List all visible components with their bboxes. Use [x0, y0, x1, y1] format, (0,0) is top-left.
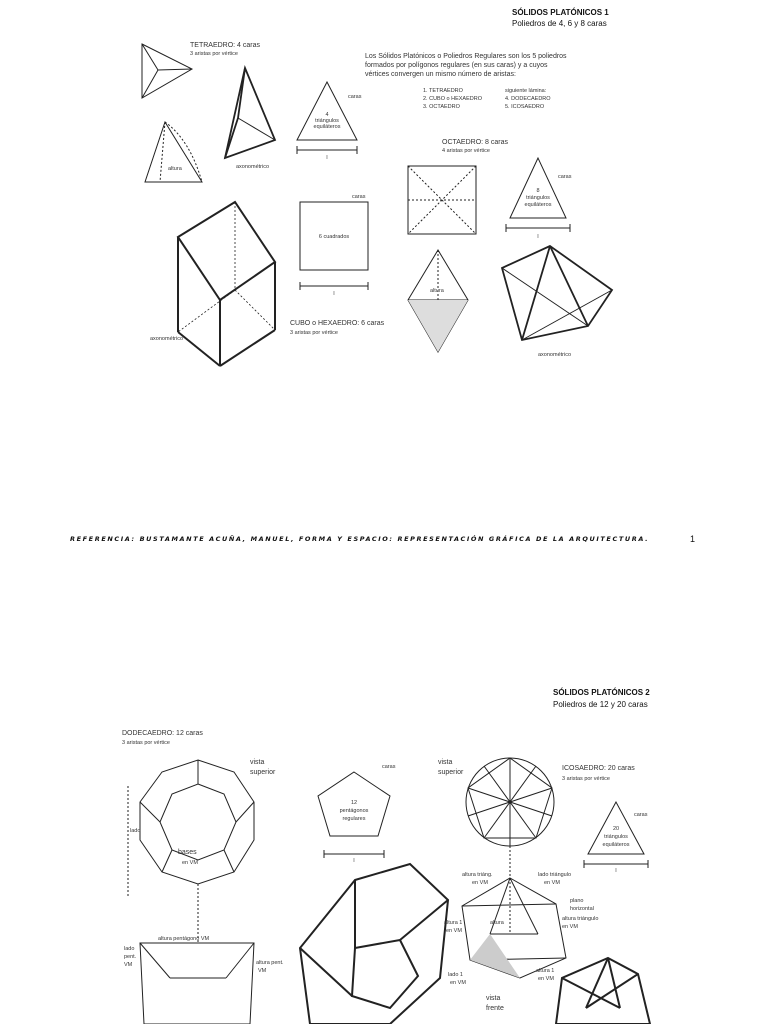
icosa-lado1-vm: en VM: [450, 980, 466, 986]
list-item-4: 4. DODECAEDRO: [505, 96, 551, 102]
plate-1-drawing: [120, 0, 620, 385]
octahedron-face-type: triángulos: [526, 195, 550, 201]
list-next-label: siguiente lámina:: [505, 88, 547, 94]
list-item-1: 1. TETRAEDRO: [423, 88, 463, 94]
icosa-plano: plano: [570, 898, 584, 904]
octahedron-axo-label: axonométrico: [538, 352, 572, 358]
dodeca-alt-pent2: altura pent.: [256, 960, 284, 966]
octahedron-face-count: 8: [536, 188, 540, 194]
tetrahedron-dim: l: [326, 155, 328, 161]
tetrahedron-top-view: [142, 44, 192, 98]
icosahedron-name: ICOSAEDRO: 20 caras: [562, 765, 635, 772]
icosa-face-type: triángulos: [604, 834, 628, 840]
icosa-lado-tri-vm: en VM: [544, 880, 560, 886]
dodeca-caras: caras: [382, 764, 396, 770]
tetrahedron-face-type: triángulos: [315, 118, 339, 124]
dodeca-lado-pent-1: lado: [124, 946, 135, 952]
tetrahedron-face-count: 4: [325, 112, 329, 118]
icosa-alt-tri-vm: en VM: [472, 880, 488, 886]
dodecahedron-elevation: [140, 884, 254, 1024]
icosa-superior: superior: [438, 769, 464, 776]
icosa-alt1b: altura 1: [536, 968, 555, 974]
octahedron-caras: caras: [558, 174, 572, 180]
octahedron-edges: 4 aristas por vértice: [442, 148, 490, 154]
icosa-horizontal: horizontal: [570, 906, 594, 912]
octahedron-elevation: [408, 250, 468, 352]
list-item-2: 2. CUBO o HEXAEDRO: [423, 96, 482, 102]
dodecahedron-name: DODECAEDRO: 12 caras: [122, 730, 203, 737]
octahedron-axonometric: [502, 246, 612, 340]
dodeca-bases: bases: [178, 849, 197, 856]
dodeca-vista: vista: [250, 759, 265, 766]
icosahedron-edges: 3 aristas por vértice: [562, 776, 610, 782]
cube-edges: 3 aristas por vértice: [290, 330, 338, 336]
icosa-caras: caras: [634, 812, 648, 818]
icosahedron-elevation: [462, 878, 566, 978]
icosa-lado1: lado 1: [448, 972, 463, 978]
icosa-alt-tri2: altura triángulo: [562, 916, 599, 922]
dodeca-bases-vm: en VM: [182, 860, 198, 866]
icosa-alt1: altura 1: [444, 920, 463, 926]
dodeca-alt-pent: altura pentágono VM: [158, 936, 210, 942]
list-item-5: 5. ICOSAEDRO: [505, 104, 545, 110]
tetrahedron-axonometric: [225, 68, 275, 158]
dodeca-face-type: pentágonos: [339, 808, 369, 814]
cube-caras: caras: [352, 194, 366, 200]
dodeca-face-adj: regulares: [342, 816, 366, 822]
dodeca-lado: lado: [130, 828, 141, 834]
dodeca-dim: l: [353, 858, 355, 864]
intro-line-1: Los Sólidos Platónicos o Poliedros Regulares son los 5 poliedros: [365, 53, 567, 60]
tetrahedron-elevation: [145, 122, 202, 182]
dodecahedron-edges: 3 aristas por vértice: [122, 740, 170, 746]
cube-name: CUBO o HEXAEDRO: 6 caras: [290, 320, 385, 327]
dodeca-alt-pent2-vm: VM: [258, 968, 267, 974]
tetrahedron-name: TETRAEDRO: 4 caras: [190, 42, 261, 49]
sheet-page-1: [120, 0, 620, 385]
octahedron-dim: l: [537, 234, 539, 240]
page-2-subtitle: Poliedros de 12 y 20 caras: [553, 700, 648, 709]
sheet-page-2: [110, 678, 668, 1024]
cube-dim: l: [333, 291, 335, 297]
icosahedron-axonometric: [556, 958, 650, 1024]
icosa-face-count: 20: [612, 826, 620, 832]
intro-line-3: vértices convergen un mismo número de aristas:: [365, 71, 516, 78]
octahedron-altura: altura: [430, 288, 444, 294]
dodeca-lado-pent-2: pent.: [124, 954, 137, 960]
page-number: 1: [690, 534, 696, 544]
cube-axonometric: [178, 202, 275, 366]
tetrahedron-face: [297, 82, 357, 140]
dodeca-lado-pent-3: VM: [124, 962, 133, 968]
icosa-vista: vista: [438, 759, 453, 766]
dodecahedron-top-view: [128, 760, 254, 898]
tetrahedron-caras: caras: [348, 94, 362, 100]
icosa-vista-frente-2: frente: [486, 1005, 504, 1012]
octahedron-plan: [408, 166, 476, 234]
octahedron-face-adj: equiláteros: [524, 202, 552, 208]
page-subtitle: Poliedros de 4, 6 y 8 caras: [512, 19, 607, 28]
tetrahedron-edges: 3 aristas por vértice: [190, 51, 238, 57]
page-title: SÓLIDOS PLATÓNICOS 1: [512, 8, 609, 17]
list-item-3: 3. OCTAEDRO: [423, 104, 460, 110]
dodecahedron-axonometric: [300, 864, 448, 1024]
intro-line-2: formados por polígonos regulares (en sus caras) y a cuyos: [365, 62, 548, 69]
icosa-alt-tri2-vm: en VM: [562, 924, 578, 930]
icosa-altura: altura: [490, 920, 504, 926]
tetrahedron-axo-label: axonométrico: [236, 164, 270, 170]
cube-axo-label: axonométrico: [150, 336, 184, 342]
tetrahedron-altura: altura: [168, 166, 182, 172]
cube-face-label: 6 cuadrados: [318, 234, 350, 240]
plate-2-drawing: [110, 678, 668, 1024]
page-2-title: SÓLIDOS PLATÓNICOS 2: [553, 688, 650, 697]
dodeca-superior: superior: [250, 769, 276, 776]
tetrahedron-face-adj: equiláteros: [313, 124, 341, 130]
dodeca-face-count: 12: [350, 800, 358, 806]
icosa-alt1-vm: en VM: [446, 928, 462, 934]
icosa-alt1b-vm: en VM: [538, 976, 554, 982]
reference-footnote: REFERENCIA: BUSTAMANTE ACUÑA, MANUEL, FORMA Y ESPACIO: REPRESENTACIÓN GRÁFICA DE LA ARQUITECTURA.: [70, 535, 650, 543]
icosa-lado-tri: lado triángulo: [538, 872, 572, 878]
icosa-alt-tri: altura triáng.: [462, 872, 493, 878]
icosa-vista-frente-1: vista: [486, 995, 501, 1002]
icosa-dim: l: [615, 868, 617, 874]
icosahedron-top-view: [466, 758, 554, 934]
icosa-face-adj: equiláteros: [602, 842, 630, 848]
octahedron-name: OCTAEDRO: 8 caras: [442, 139, 508, 146]
